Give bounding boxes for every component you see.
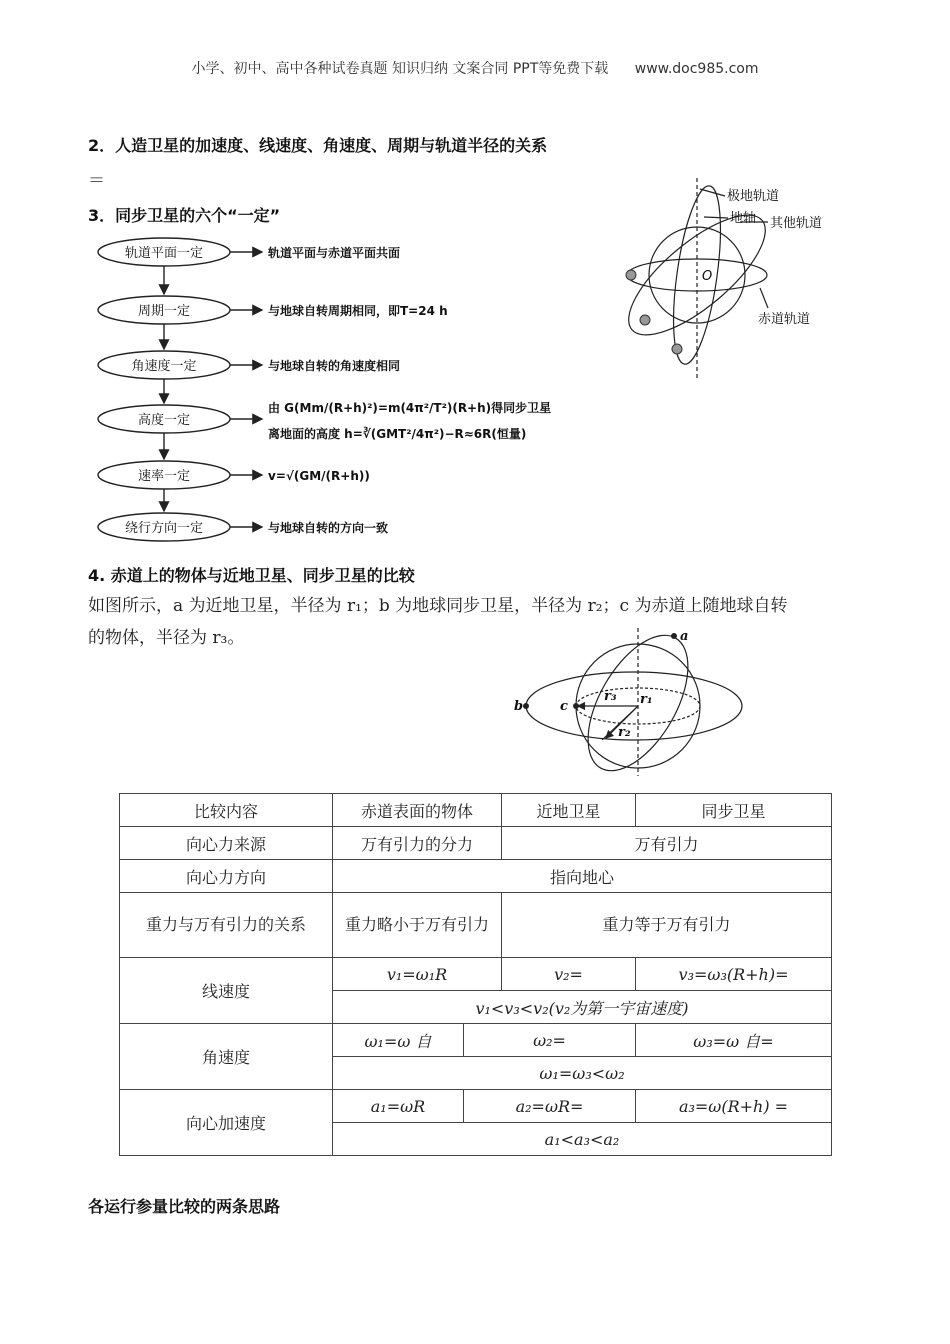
label-r3: r₃ [604,689,617,704]
table-row [120,893,832,958]
flow-box-6: 绕行方向一定 [124,521,204,536]
section-2-title: 2．人造卫星的加速度、线速度、角速度、周期与轨道半径的关系 [88,136,548,155]
flow-desc-3: 与地球自转的角速度相同 [268,359,401,373]
point-a [671,633,677,639]
table-row [120,860,832,893]
table-cell: 重力略小于万有引力 [333,893,502,958]
six-fixed-flowchart [90,232,600,544]
row-label: 向心力方向 [120,860,333,893]
row-label: 向心力来源 [120,827,333,860]
flow-desc-1: 轨道平面与赤道平面共面 [268,246,401,260]
table-row [120,1090,832,1123]
table-cell [333,958,502,991]
table-cell [636,1090,832,1123]
row-label: 线速度 [120,958,333,1024]
label-other-orbit: 其他轨道 [770,216,823,231]
header-url[interactable]: www.doc985.com [634,61,759,77]
formula-v1: v₁=ω₁R [386,964,448,984]
satellite-inclined [640,315,650,325]
table-row [120,958,832,991]
table-cell: 重力等于万有引力 [502,893,832,958]
formula-a-compare: a₁<a₃<a₂ [544,1129,620,1149]
flow-box-3: 角速度一定 [131,359,197,374]
section-2-equals: ＝ [88,171,105,191]
header-text: 小学、初中、高中各种试卷真题 知识归纳 文案合同 PPT等免费下载 [191,61,609,77]
label-b: b [514,699,524,714]
formula-v-compare: v₁<v₃<v₂(v₂为第一宇宙速度) [475,998,689,1018]
table-cell [464,1024,636,1057]
formula-w3: ω₃=ω 自= [693,1031,774,1051]
header-cell: 比较内容 [120,794,333,827]
flow-desc-2: 与地球自转周期相同，即T=24 h [268,304,448,318]
row-label: 向心加速度 [120,1090,333,1156]
formula-a2: a₂=ωR= [515,1096,584,1116]
satellite-comparison-figure [510,628,750,778]
label-polar-orbit: 极地轨道 [727,189,780,204]
section-4-line1: 如图所示，a 为近地卫星，半径为 r₁；b 为地球同步卫星，半径为 r₂；c 为赤道上随地球自转 [88,596,788,616]
label-a: a [680,629,689,644]
table-cell [502,958,636,991]
point-b [523,703,529,709]
table-cell [636,958,832,991]
formula-a3: a₃=ω(R+h) = [678,1096,789,1116]
orbit-types-figure [620,178,840,388]
table-cell [464,1090,636,1123]
label-earth-axis: 地轴 [730,211,757,226]
header-cell: 近地卫星 [502,794,636,827]
satellite-equatorial [626,270,636,280]
table-cell: 万有引力的分力 [333,827,502,860]
formula-v2: v₂= [554,964,583,984]
formula-w-compare: ω₁=ω₃<ω₂ [539,1063,625,1083]
table-cell [333,1024,464,1057]
flow-desc-4a: 由 G(Mm/(R+h)²)=m(4π²/T²)(R+h)得同步卫星 [268,401,552,415]
flow-box-5: 速率一定 [137,469,191,484]
label-center-o: O [702,269,713,284]
point-c [573,703,579,709]
row-label: 重力与万有引力的关系 [120,893,333,958]
section-3-title: 3．同步卫星的六个“一定” [88,206,281,225]
table-cell [636,1024,832,1057]
table-row [120,1024,832,1057]
section-4-title: 4. 赤道上的物体与近地卫星、同步卫星的比较 [88,566,415,585]
table-cell [333,1057,832,1090]
table-cell: 万有引力 [502,827,832,860]
flow-desc-6: 与地球自转的方向一致 [268,521,389,535]
table-cell [333,991,832,1024]
label-equatorial-orbit: 赤道轨道 [758,312,811,327]
formula-v3: v₃=ω₃(R+h)= [678,964,789,984]
page-header [0,58,950,78]
flow-box-4: 高度一定 [137,413,191,428]
table-row [120,794,832,827]
formula-a1: a₁=ωR [370,1096,426,1116]
flow-box-1: 轨道平面一定 [124,246,204,261]
header-cell: 同步卫星 [636,794,832,827]
formula-w2: ω₂= [533,1030,566,1050]
comparison-table [119,793,832,1156]
label-r2: r₂ [618,725,631,740]
formula-w1: ω₁=ω 自 [364,1031,432,1051]
flow-box-2: 周期一定 [137,304,191,319]
flow-desc-5: v=√(GM/(R+h)) [268,469,370,483]
comparison-approaches-heading: 各运行参量比较的两条思路 [88,1197,281,1216]
table-row [120,827,832,860]
table-cell [333,1123,832,1156]
label-c: c [560,699,568,714]
table-cell: 指向地心 [333,860,832,893]
satellite-polar [672,344,682,354]
label-r1: r₁ [640,692,653,707]
section-4-line2: 的物体，半径为 r₃。 [88,628,245,648]
row-label: 角速度 [120,1024,333,1090]
flow-desc-4b: 离地面的高度 h=∛(GMT²/4π²)−R≈6R(恒量) [268,427,527,441]
table-cell [333,1090,464,1123]
header-cell: 赤道表面的物体 [333,794,502,827]
